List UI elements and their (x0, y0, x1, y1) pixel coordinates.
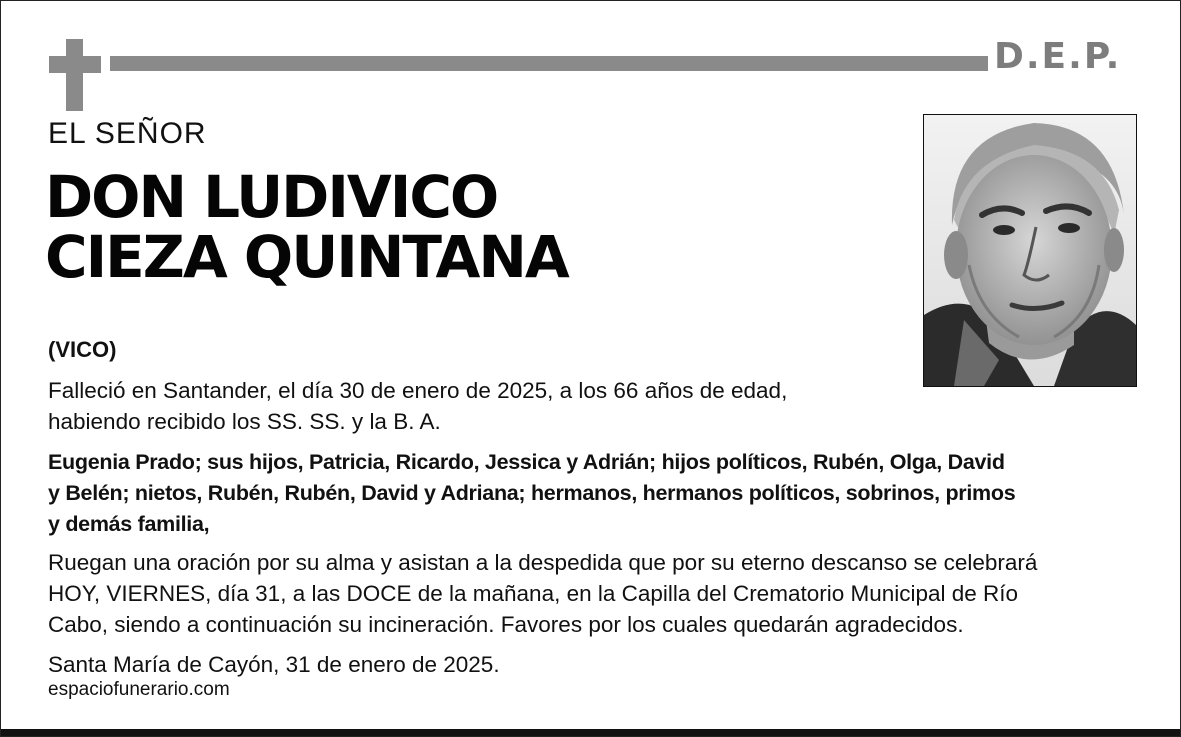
family-line-3: y demás familia, (48, 512, 210, 536)
portrait-photo (923, 114, 1137, 387)
family-paragraph (48, 447, 1168, 540)
name-line-2: CIEZA QUINTANA (45, 223, 568, 291)
death-line-2: habiendo recibido los SS. SS. y la B. A. (48, 409, 441, 434)
family-line-2: y Belén; nietos, Rubén, Rubén, David y Adriana; hermanos, hermanos políticos, sobrinos, primos (48, 481, 1016, 505)
death-line-1: Falleció en Santander, el día 30 de enero de 2025, a los 66 años de edad, (48, 378, 788, 403)
place-date: Santa María de Cayón, 31 de enero de 2025. (48, 652, 500, 677)
cross-icon (49, 39, 101, 111)
prayer-line-1: Ruegan una oración por su alma y asistan a la despedida que por su eterno descanso se celebrará (48, 550, 1038, 575)
dep-label: D.E.P. (994, 36, 1122, 77)
honorific: EL SEÑOR (48, 117, 207, 150)
prayer-line-2: HOY, VIERNES, día 31, a las DOCE de la mañana, en la Capilla del Crematorio Municipal de Río (48, 581, 1019, 606)
name-line-1: DON LUDIVICO (45, 163, 498, 231)
family-line-1: Eugenia Prado; sus hijos, Patricia, Ricardo, Jessica y Adrián; hijos políticos, Rubén, Olga, David (48, 450, 1005, 474)
death-paragraph (48, 375, 868, 437)
bottom-border (1, 729, 1180, 736)
website-label: espaciofunerario.com (48, 679, 230, 700)
header-divider (110, 56, 988, 71)
prayer-line-3: Cabo, siendo a continuación su incineración. Favores por los cuales quedarán agradecidos. (48, 612, 964, 637)
nickname: (VICO) (48, 337, 117, 362)
deceased-name (45, 163, 885, 291)
prayer-paragraph (48, 547, 1163, 640)
